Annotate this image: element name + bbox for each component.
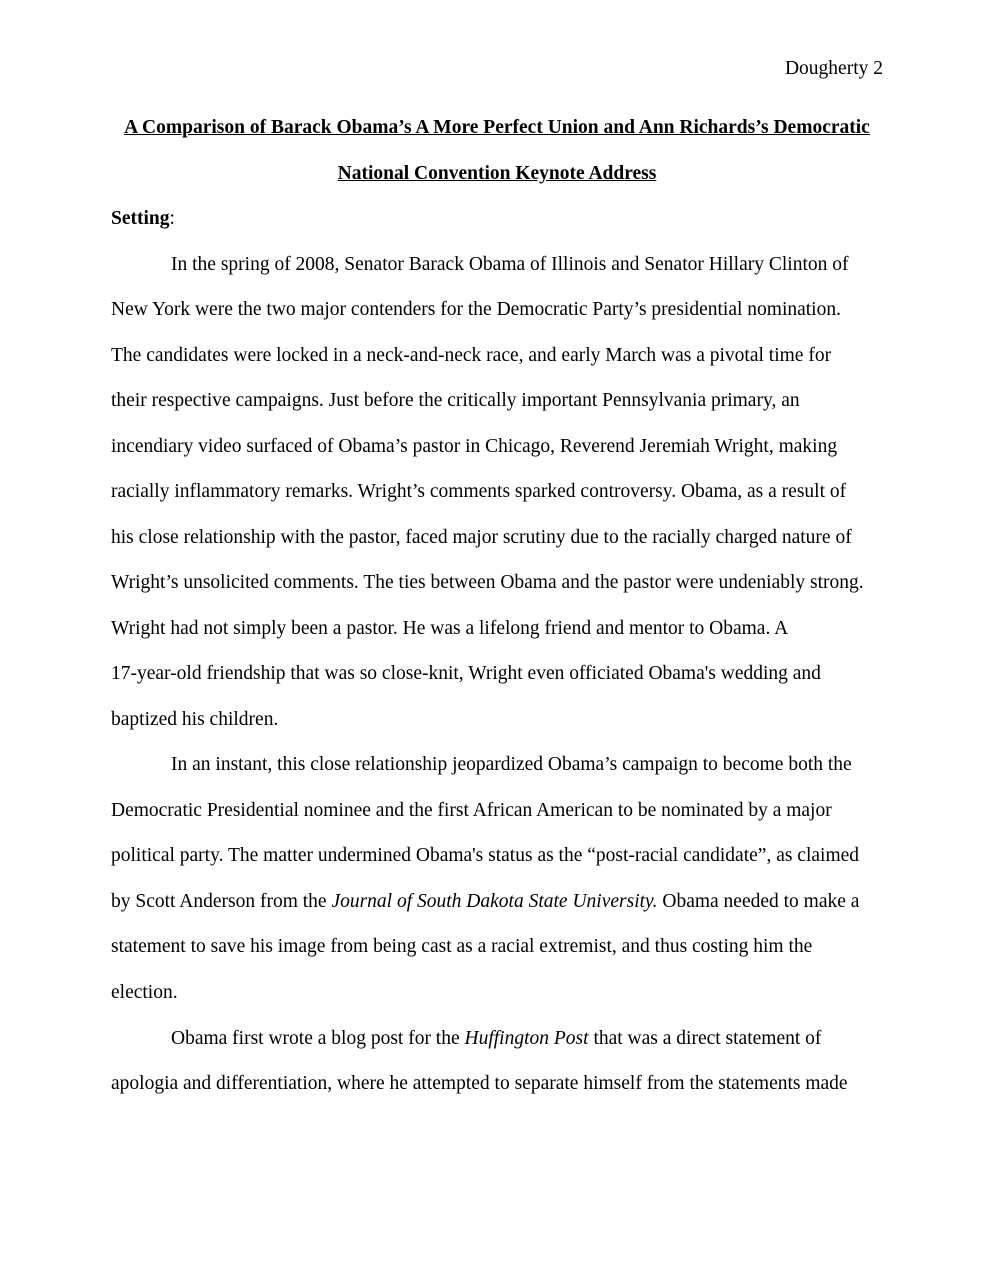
section-heading <box>111 205 175 233</box>
para3-line1-text: Obama first wrote a blog post for the <box>171 1028 465 1049</box>
para1-line: Wright had not simply been a pastor. He was a lifelong friend and mentor to Obama. A <box>111 618 789 639</box>
para3-line <box>171 1025 821 1053</box>
para1-line: New York were the two major contenders for the Democratic Party’s presidential nomination. <box>111 299 841 320</box>
section-heading-text: Setting <box>111 208 170 229</box>
para1-line: racially inflammatory remarks. Wright’s comments sparked controversy. Obama, as a result of <box>111 481 847 502</box>
para1-line: Wright’s unsolicited comments. The ties between Obama and the pastor were undeniably strong. <box>111 572 864 593</box>
para3-line: apologia and differentiation, where he attempted to separate himself from the statements made <box>111 1073 848 1094</box>
para1-line: his close relationship with the pastor, faced major scrutiny due to the racially charged nature of <box>111 527 852 548</box>
publication-title: Huffington Post <box>464 1028 589 1049</box>
para2-line4-text: Obama needed to make a <box>657 891 860 912</box>
para2-line: Democratic Presidential nominee and the first African American to be nominated by a major <box>111 800 832 821</box>
journal-title: Journal of South Dakota State University. <box>331 891 658 912</box>
para2-line: political party. The matter undermined Obama's status as the “post-racial candidate”, as claimed <box>111 845 860 866</box>
para3-line1-text: that was a direct statement of <box>588 1028 822 1049</box>
para2-line: election. <box>111 982 178 1003</box>
para2-line4-text: by Scott Anderson from the <box>111 891 332 912</box>
para1-line: incendiary video surfaced of Obama’s pastor in Chicago, Reverend Jeremiah Wright, making <box>111 436 838 457</box>
para2-line: statement to save his image from being cast as a racial extremist, and thus costing him the <box>111 936 813 957</box>
para2-line: In an instant, this close relationship jeopardized Obama’s campaign to become both the <box>171 754 852 775</box>
title-line-2: National Convention Keynote Address <box>337 163 657 184</box>
para2-line <box>111 888 859 916</box>
para1-line: 17-year-old friendship that was so close-knit, Wright even officiated Obama's wedding and <box>111 663 821 684</box>
para1-line: The candidates were locked in a neck-and-neck race, and early March was a pivotal time for <box>111 345 832 366</box>
running-head: Dougherty 2 <box>784 58 883 79</box>
para1-line: baptized his children. <box>111 709 279 730</box>
para1-line: their respective campaigns. Just before the critically important Pennsylvania primary, an <box>111 390 800 411</box>
title-line-1: A Comparison of Barack Obama’s A More Perfect Union and Ann Richards’s Democratic <box>124 117 870 138</box>
section-heading-colon: : <box>169 208 175 229</box>
para1-line: In the spring of 2008, Senator Barack Obama of Illinois and Senator Hillary Clinton of <box>171 254 849 275</box>
